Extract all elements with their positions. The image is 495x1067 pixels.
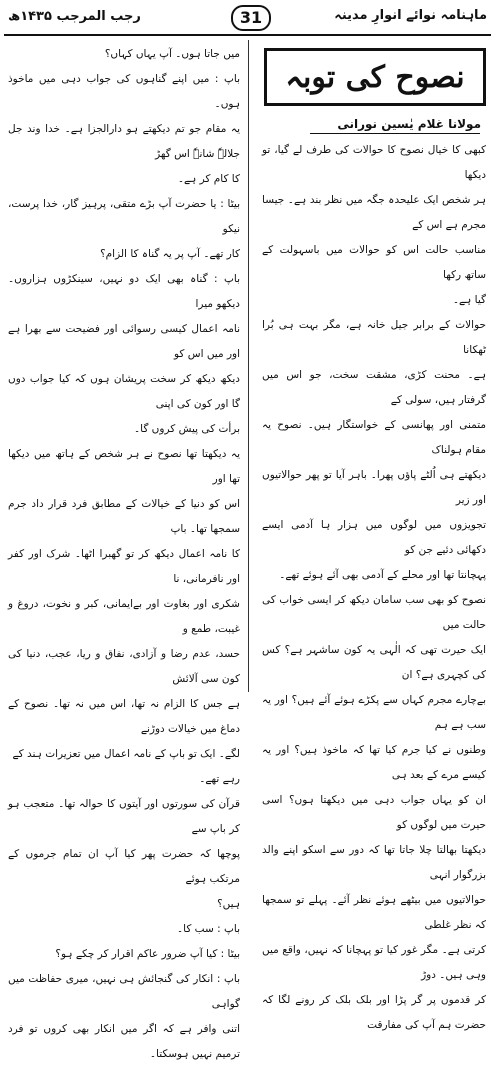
- text-line: بےچارے مجرم کہاں سے پکڑے ہوئے آئے ہیں؟ اور یہ سب ہے ہم: [262, 694, 486, 731]
- text-line: باپ : انکار کی گنجائش ہی نہیں، میری حفاظت میں گواہی: [8, 973, 240, 1010]
- text-line: گیا ہے۔: [452, 294, 486, 306]
- text-line: ان کو یہاں جواب دہی میں دیکھتا ہوں؟ اسی حیرت میں لوگوں کو: [262, 794, 486, 831]
- author-underline: [310, 133, 480, 134]
- text-line: پوچھا کہ حضرت پھر کیا آپ ان تمام جرموں کے مرتکب ہوئے: [8, 848, 240, 885]
- text-line: یہ مقام جو تم دیکھتے ہو دارالجزا ہے۔ خدا وند جل جلالہٗ شانہٗ اس گھڑ: [8, 123, 240, 160]
- text-line: دیکھتے ہی اُلٹے پاؤں پھرا۔ باہر آیا تو پھر حوالاتیوں اور زیر: [262, 469, 486, 506]
- text-line: ہیں؟: [217, 898, 240, 910]
- text-line: اتنی وافر ہے کہ اگر میں انکار بھی کروں تو فرد ترمیم نہیں ہوسکتا۔: [8, 1023, 240, 1060]
- text-line: کار تھے۔ آپ پر یہ گناہ کا الزام؟: [100, 248, 240, 260]
- text-line: رہے تھے۔: [199, 773, 240, 785]
- article-title-box: [264, 48, 486, 106]
- text-line: حسد، عدم رضا و آزادی، نفاق و ریا، عجب، دنیا کی کون سی آلائش: [8, 648, 240, 685]
- text-line: کا نامہ اعمال دیکھ کر تو گھبرا اٹھا۔ شرک اور کفر اور نافرمانی، نا: [8, 548, 240, 585]
- text-line: ہر شخص ایک علیحدہ جگہ میں نظر بند ہے۔ جیسا مجرم ہے اس کے: [262, 194, 486, 231]
- right-column-text: [262, 138, 486, 1031]
- text-line: کا کام کر ہے۔: [177, 173, 240, 185]
- text-line: اس کو دنیا کے خیالات کے مطابق فرد قرار داد جرم سمجھا تھا۔ باپ: [8, 498, 240, 535]
- text-line: حوالات کے برابر جیل خانہ ہے، مگر بہت ہی بُرا ٹھکانا: [262, 319, 486, 356]
- text-line: بیٹا : یا حضرت آپ بڑے متقی، پرہیز گار، خدا پرست، نیکو: [8, 198, 240, 235]
- text-line: نصوح کو بھی سب سامان دیکھ کر ایسی خواب کی حالت میں: [262, 594, 486, 631]
- text-line: بیٹا : کیا آپ ضرور عاکم اقرار کر چکے ہو؟: [55, 948, 240, 960]
- magazine-name: ماہنامہ نوائے انوارِ مدینہ: [334, 8, 487, 23]
- text-line: قرآن کی سورتوں اور آیتوں کا حوالہ تھا۔ متعجب ہو کر باپ سے: [8, 798, 240, 835]
- text-line: لگے۔ ایک تو باپ کے نامہ اعمال میں تعزیرات ہند کے: [12, 748, 240, 760]
- text-line: حوالاتیوں میں بیٹھے ہوئے نظر آئے۔ پہلے تو سمجھا کہ نظر غلطی: [262, 894, 486, 931]
- text-line: برأت کی پیش کروں گا۔: [133, 423, 240, 435]
- issue-date: رجب المرجب ۱۴۳۵ھ: [8, 9, 141, 24]
- text-line: تجویزوں میں لوگوں میں ہزار ہا آدمی ایسے دکھائی دئیے جن کو: [262, 519, 486, 556]
- text-line: کرتی ہے۔ مگر غور کیا تو پہچانا کہ نہیں، واقع میں وہی ہیں۔ دوڑ: [262, 944, 486, 981]
- text-line: باپ : سب کا۔: [176, 923, 240, 935]
- text-line: ایک حیرت تھی کہ الٰہی یہ کون ساشہر ہے؟ کس کی کچہری ہے؟ ان: [262, 644, 486, 681]
- text-line: مناسب حالت اس کو حوالات میں باسہولت کے ساتھ رکھا: [262, 244, 486, 281]
- column-divider: [248, 40, 249, 692]
- text-line: ہے۔ محنت کڑی، مشقت سخت، جو اس میں گرفتار ہیں، سولی کے: [262, 369, 486, 406]
- text-line: وطنوں نے کیا جرم کیا تھا کہ ماخوذ ہیں؟ اور یہ کیسے مرے کے بعد ہی: [262, 744, 486, 781]
- article-title: نصوح کی توبہ: [285, 59, 465, 95]
- text-line: نامہ اعمال کیسی رسوائی اور فضیحت سے بھرا ہے اور میں اس کو: [8, 323, 240, 360]
- page-header: [4, 4, 491, 36]
- text-line: میں جاتا ہوں۔ آپ یہاں کہاں؟: [104, 48, 240, 60]
- left-column-text: [8, 42, 240, 1060]
- text-line: دیکھ دیکھ کر سخت پریشان ہوں کہ کیا جواب دوں گا اور کون کی اپنی: [8, 373, 240, 410]
- text-line: باپ : میں اپنے گناہوں کی جواب دہی میں ماخوذ ہوں۔: [8, 73, 240, 110]
- text-line: کبھی کا خیال نصوح کا حوالات کی طرف لے گیا، تو دیکھا: [262, 144, 486, 181]
- text-line: دیکھتا بھالتا چلا جاتا تھا کہ دور سے اسکو اپنے والد بزرگوار انہی: [262, 844, 486, 881]
- text-line: پہچانتا تھا اور محلے کے آدمی بھی آئے ہوئے تھے۔: [279, 569, 486, 581]
- text-line: متمنی اور پھانسی کے خواستگار ہیں۔ نصوح یہ مقام ہولناک: [262, 419, 486, 456]
- page-number: 31: [231, 5, 271, 31]
- text-line: یہ دیکھتا تھا نصوح نے ہر شخص کے ہاتھ میں دیکھا تھا اور: [8, 448, 240, 485]
- text-line: باپ : گناہ بھی ایک دو نہیں، سینکڑوں ہزاروں۔ دیکھو میرا: [8, 273, 240, 310]
- text-line: شکری اور بغاوت اور بےایمانی، کبر و نخوت، دروغ و غیبت، طمع و: [8, 598, 240, 635]
- article-author: مولانا غلام یٰسین نورانی: [337, 117, 481, 131]
- text-line: کر قدموں پر گر پڑا اور بلک بلک کر رونے لگا کہ حضرت ہم آپ کی مفارقت: [262, 994, 486, 1031]
- text-line: ہے جس کا الزام نہ تھا، اس میں نہ تھا۔ نصوح کے دماغ میں خیالات دوڑنے: [8, 698, 240, 735]
